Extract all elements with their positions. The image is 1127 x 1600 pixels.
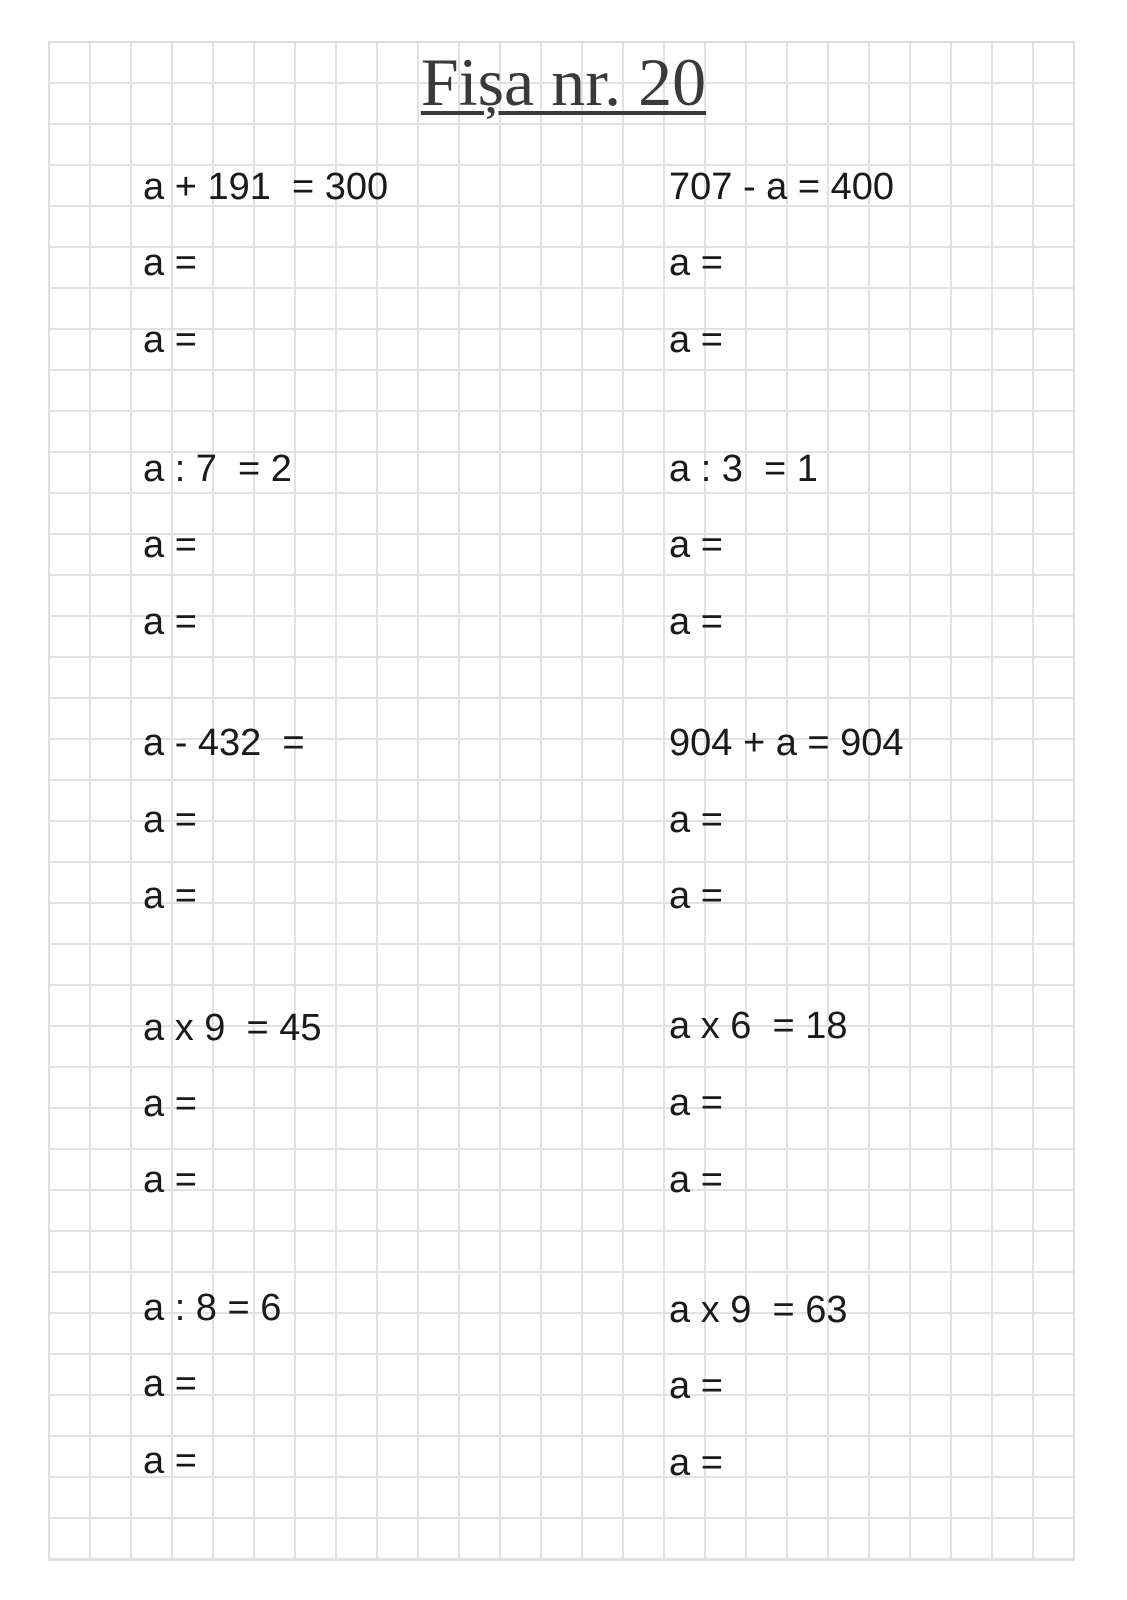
- exercise-2-step-2: a =: [669, 319, 723, 361]
- exercise-2-equation: 707 - a = 400: [669, 166, 895, 208]
- page-title-text: Fișa nr. 20: [420, 44, 707, 120]
- exercise-9-step-2: a =: [143, 1440, 197, 1482]
- exercise-10-step-1: a =: [669, 1365, 723, 1407]
- exercise-4-step-2: a =: [669, 601, 723, 643]
- exercise-4-step-1: a =: [669, 524, 723, 566]
- exercise-4-equation: a : 3 = 1: [669, 448, 818, 490]
- exercise-5-step-2: a =: [143, 875, 197, 917]
- exercise-3-equation: a : 7 = 2: [143, 448, 292, 490]
- exercise-1-equation: a + 191 = 300: [143, 166, 389, 208]
- exercise-1-step-1: a =: [143, 242, 197, 284]
- exercise-3-step-1: a =: [143, 524, 197, 566]
- exercise-6-step-1: a =: [669, 799, 723, 841]
- exercise-8-equation: a x 6 = 18: [669, 1005, 848, 1047]
- exercise-2-step-1: a =: [669, 242, 723, 284]
- exercise-6-equation: 904 + a = 904: [669, 722, 904, 764]
- exercise-7-step-2: a =: [143, 1159, 197, 1201]
- exercise-6-step-2: a =: [669, 875, 723, 917]
- exercise-7-step-1: a =: [143, 1083, 197, 1125]
- page-title: [0, 44, 1127, 120]
- exercise-8-step-2: a =: [669, 1159, 723, 1201]
- exercise-9-step-1: a =: [143, 1363, 197, 1405]
- exercise-9-equation: a : 8 = 6: [143, 1287, 282, 1329]
- exercise-8-step-1: a =: [669, 1082, 723, 1124]
- exercise-1-step-2: a =: [143, 319, 197, 361]
- exercise-10-step-2: a =: [669, 1442, 723, 1484]
- exercise-3-step-2: a =: [143, 601, 197, 643]
- exercise-5-step-1: a =: [143, 799, 197, 841]
- grid-paper: [48, 41, 1075, 1561]
- exercise-7-equation: a x 9 = 45: [143, 1007, 322, 1049]
- exercise-5-equation: a - 432 =: [143, 722, 305, 764]
- exercise-10-equation: a x 9 = 63: [669, 1289, 848, 1331]
